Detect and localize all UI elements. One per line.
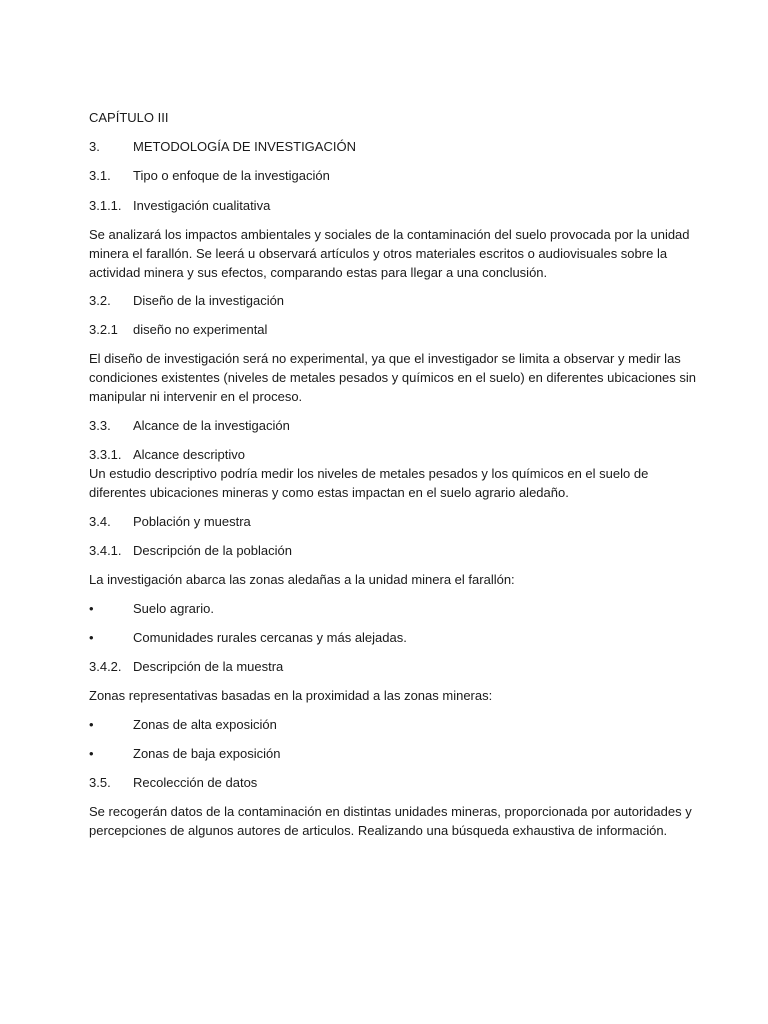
heading-text: METODOLOGÍA DE INVESTIGACIÓN [133,139,356,154]
heading-3-4-2 [89,657,708,676]
heading-number: 3.1. [89,168,111,183]
paragraph-3-1-1-line-3: actividad minera y sus efectos, comparando estas para llegar a una conclusión. [89,265,548,280]
paragraph-3-1-1-line-2: minera el farallón. Se leerá u observará artículos y otros materiales escritos o audiovisuales sobre la [89,246,668,261]
heading-text: diseño no experimental [133,322,268,337]
heading-text: Investigación cualitativa [133,198,271,213]
heading-number: 3.1.1. [89,198,122,213]
list-item [89,628,708,647]
paragraph-3-4-1: La investigación abarca las zonas aledañas a la unidad minera el farallón: [89,572,515,587]
paragraph-3-5-line-2: percepciones de algunos autores de articulos. Realizando una búsqueda exhaustiva de información. [89,823,668,838]
heading-3 [89,137,708,156]
heading-3-4 [89,512,708,531]
heading-number: 3.5. [89,775,111,790]
bullet-icon: • [89,746,94,761]
list-item [89,599,708,618]
heading-3-2-1 [89,320,708,339]
heading-number: 3.4.2. [89,659,122,674]
heading-text: Alcance descriptivo [133,447,245,462]
paragraph-3-2-1-line-2: condiciones existentes (niveles de metales pesados y químicos en el suelo) en diferentes ubicaciones sin [89,370,697,385]
heading-number: 3.3. [89,418,111,433]
heading-3-1 [89,166,708,185]
heading-3-1-1 [89,196,708,215]
heading-3-2 [89,291,708,310]
paragraph-3-2-1-line-1: El diseño de investigación será no experimental, ya que el investigador se limita a observar y medir las [89,351,681,366]
paragraph-3-3-1-line-1: Un estudio descriptivo podría medir los niveles de metales pesados y los químicos en el suelo de [89,466,649,481]
list-item [89,744,708,763]
heading-number: 3.2. [89,293,111,308]
bullet-icon: • [89,601,94,616]
heading-3-3 [89,416,708,435]
list-item-text: Zonas de baja exposición [133,746,281,761]
heading-number: 3.4.1. [89,543,122,558]
list-item [89,715,708,734]
heading-text: Alcance de la investigación [133,418,290,433]
paragraph-3-2-1-line-3: manipular ni intervenir en el proceso. [89,389,303,404]
heading-3-3-1 [89,445,708,464]
heading-number: 3.4. [89,514,111,529]
heading-text: Descripción de la muestra [133,659,284,674]
list-item-text: Comunidades rurales cercanas y más alejadas. [133,630,407,645]
paragraph-3-4-2: Zonas representativas basadas en la proximidad a las zonas mineras: [89,688,493,703]
heading-text: Recolección de datos [133,775,258,790]
paragraph-3-1-1-line-1: Se analizará los impactos ambientales y sociales de la contaminación del suelo provocada por la unidad [89,227,690,242]
heading-text: Población y muestra [133,514,251,529]
heading-number: 3.2.1 [89,322,118,337]
heading-text: Tipo o enfoque de la investigación [133,168,330,183]
heading-number: 3.3.1. [89,447,122,462]
heading-3-5 [89,773,708,792]
heading-3-4-1 [89,541,708,560]
heading-text: Diseño de la investigación [133,293,285,308]
heading-number: 3. [89,139,100,154]
chapter-title: CAPÍTULO III [89,110,169,125]
bullet-icon: • [89,630,94,645]
heading-text: Descripción de la población [133,543,292,558]
list-item-text: Zonas de alta exposición [133,717,277,732]
paragraph-3-3-1-line-2: diferentes ubicaciones mineras y como estas impactan en el suelo agrario aledaño. [89,485,569,500]
paragraph-3-5-line-1: Se recogerán datos de la contaminación en distintas unidades mineras, proporcionada por autoridades y [89,804,692,819]
list-item-text: Suelo agrario. [133,601,214,616]
bullet-icon: • [89,717,94,732]
